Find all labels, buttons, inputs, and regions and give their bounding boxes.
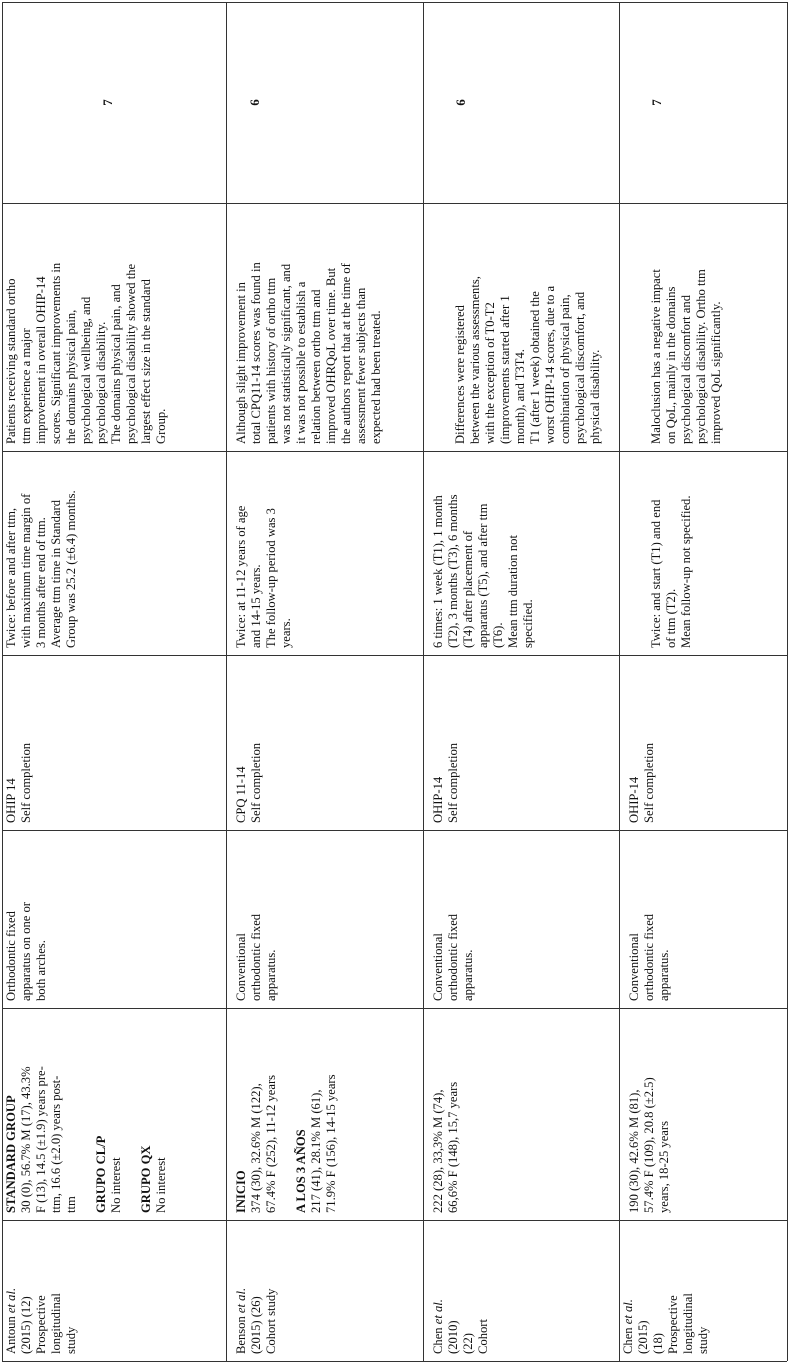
- group-heading: STANDARD GROUP: [4, 1095, 18, 1213]
- sample-line: No interest: [109, 1157, 123, 1213]
- author-line: (2015) (26): [249, 1296, 263, 1354]
- assessment-line: specified.: [521, 599, 535, 648]
- author-line: (2010): [446, 1320, 460, 1354]
- author-line: longitudinal: [49, 1293, 63, 1354]
- results-line: psychological disability showed the: [124, 263, 138, 444]
- author-et-al: et al.: [621, 1299, 635, 1325]
- results-line: on QoL, mainly in the domains: [664, 286, 678, 444]
- assessment-line: Group was 25.2 (±6.4) months.: [64, 490, 78, 648]
- treatment-line: Conventional: [234, 933, 248, 1001]
- author-line: Cohort: [476, 1319, 490, 1354]
- results-line: month), and T3T4.: [513, 349, 527, 444]
- instrument-line: CPQ 11-14: [234, 766, 248, 823]
- author-et-al: et al.: [234, 1287, 248, 1314]
- instrument-line: OHIP 14: [4, 778, 18, 823]
- sample-line: 67.4% F (252), 11-12 years: [264, 1074, 278, 1213]
- sample-line: F (13), 14.5 (±1.9) years pre-: [34, 1066, 48, 1213]
- assessment-line: apparatus (T5), and after ttm: [476, 503, 490, 648]
- assessment-line: Twice: before and after ttm,: [4, 507, 18, 648]
- results-line: the domains physical pain,: [64, 309, 78, 444]
- results-line: psychological wellbeing, and: [79, 296, 93, 444]
- author-line: (18): [651, 1333, 665, 1354]
- assessment-line: (T2), 3 months (T3), 6 months: [446, 494, 460, 648]
- author-line: Prospective: [666, 1295, 680, 1354]
- sample-line: ttm: [64, 1196, 78, 1213]
- assessment-line: of ttm (T2).: [664, 588, 678, 648]
- assessment-line: (T6).: [491, 622, 505, 648]
- sample-line: 190 (30), 42.6% M (81),: [627, 1089, 641, 1213]
- results-line: psychological disability. Ortho ttm: [694, 269, 708, 444]
- results-line: it was not possible to establish a: [294, 281, 308, 444]
- treatment-line: orthodontic fixed: [446, 913, 460, 1001]
- instrument-line: OHIP-14: [431, 776, 445, 823]
- instrument-line: Self completion: [642, 742, 656, 823]
- results-line: Patients receiving standard ortho: [4, 278, 18, 444]
- row-border: [787, 2, 788, 1361]
- treatment-line: Conventional: [627, 933, 641, 1001]
- group-heading: A LOS 3 AÑOS: [294, 1129, 308, 1213]
- sample-line: ttm, 16.6 (±2.0) years post-: [49, 1075, 63, 1213]
- results-line: total CPQ11-14 scores was found in: [249, 262, 263, 444]
- instrument-line: OHIP-14: [627, 776, 641, 823]
- column-border: [2, 1361, 787, 1362]
- sample-line: 66,6% F (148), 15,7 years: [446, 1081, 460, 1213]
- results-line: ttm experience a major: [19, 328, 33, 444]
- author-name: Chen: [431, 1327, 445, 1354]
- results-line: between the various assessments,: [468, 276, 482, 444]
- results-line: psychological discomfort and: [679, 295, 693, 444]
- results-line: The domains physical pain, and: [109, 284, 123, 444]
- results-line: Although slight improvement in: [234, 282, 248, 444]
- results-line: psychological discomfort, and: [573, 291, 587, 444]
- results-line: Maloclusion has a negative impact: [649, 269, 663, 444]
- sample-line: 30 (0), 56.7% M (17), 43.3%: [19, 1066, 33, 1213]
- assessment-line: Mean follow-up not specified.: [679, 495, 693, 648]
- author-line: (2015): [636, 1320, 650, 1354]
- quality-score: 6: [453, 99, 468, 106]
- assessment-line: (T4) after placement of: [461, 530, 475, 648]
- author-et-al: et al.: [431, 1299, 445, 1325]
- results-line: with the exception of T0-T2: [483, 302, 497, 444]
- assessment-line: and 14-15 years.: [249, 564, 263, 648]
- instrument-line: Self completion: [446, 742, 460, 823]
- results-line: relation between ortho ttm and: [309, 289, 323, 444]
- sample-line: 217 (41), 28.1% M (61),: [309, 1089, 323, 1213]
- assessment-line: Twice: at 11-12 years of age: [234, 505, 248, 648]
- results-line: improved QoL significantly.: [709, 301, 723, 444]
- results-line: improved OHRQoL over time. But: [324, 267, 338, 444]
- results-line: T1 (after 1 week) obtained the: [528, 291, 542, 444]
- group-heading: GRUPO CL/P: [94, 1135, 108, 1213]
- instrument-line: Self completion: [249, 742, 263, 823]
- treatment-line: apparatus.: [461, 949, 475, 1001]
- treatment-line: orthodontic fixed: [249, 913, 263, 1001]
- results-line: patients with history of ortho ttm: [264, 277, 278, 444]
- results-line: scores. Significant improvements in: [49, 262, 63, 444]
- author-name: Chen: [621, 1327, 635, 1354]
- author-line: Prospective: [34, 1295, 48, 1354]
- treatment-line: apparatus.: [657, 949, 671, 1001]
- assessment-line: 3 months after end of ttm.: [34, 517, 48, 648]
- results-line: Differences were registered: [453, 305, 467, 444]
- results-line: expected had been treated.: [369, 310, 383, 444]
- author-line: (2015) (12): [19, 1296, 33, 1354]
- sample-line: 222 (28), 33,3% M (74),: [431, 1089, 445, 1213]
- assessment-line: 6 times: 1 week (T1), 1 month: [431, 495, 445, 648]
- sample-line: 374 (30), 32.6% M (122),: [249, 1083, 263, 1213]
- treatment-line: both arches.: [34, 940, 48, 1001]
- results-line: the authors report that at the time of: [339, 263, 353, 444]
- author-line: study: [64, 1326, 78, 1354]
- group-heading: INICIO: [234, 1170, 248, 1213]
- author-line: study: [696, 1326, 710, 1354]
- assessment-line: Mean ttm duration not: [506, 535, 520, 648]
- results-line: assessment fewer subjects than: [354, 287, 368, 444]
- results-line: physical disability.: [588, 349, 602, 444]
- sample-line: No interest: [154, 1157, 168, 1213]
- results-line: psychological disability.: [94, 321, 108, 444]
- results-line: improvement in overall OHIP-14: [34, 276, 48, 444]
- quality-score: 7: [100, 99, 115, 106]
- results-line: combination of physical pain,: [558, 294, 572, 444]
- results-line: largest effect size in the standard: [139, 279, 153, 444]
- sample-line: years, 18-25 years: [657, 1121, 671, 1213]
- assessment-line: years.: [279, 618, 293, 648]
- treatment-line: apparatus on one or: [19, 902, 33, 1001]
- author-et-al: et al.: [4, 1287, 18, 1314]
- assessment-line: Twice: and start (T1) and end: [649, 499, 663, 648]
- author-name: Antoun: [4, 1316, 18, 1354]
- assessment-line: Average ttm time in Standard: [49, 499, 63, 648]
- sample-line: 57.4% F (109), 20.8 (±2.5): [642, 1077, 656, 1213]
- treatment-line: apparatus.: [264, 949, 278, 1001]
- author-line: longitudinal: [681, 1293, 695, 1354]
- treatment-line: orthodontic fixed: [642, 913, 656, 1001]
- quality-score: 7: [649, 99, 664, 106]
- assessment-line: with maximum time margin of: [19, 493, 33, 648]
- results-line: worst OHIP-14 scores, due to a: [543, 285, 557, 444]
- results-line: Group.: [154, 408, 168, 444]
- group-heading: GRUPO QX: [139, 1145, 153, 1213]
- results-line: (improvements started after 1: [498, 295, 512, 444]
- results-line: was not statistically significant, and: [279, 263, 293, 444]
- treatment-line: Orthodontic fixed: [4, 911, 18, 1001]
- sample-line: 71.9% F (156), 14-15 years: [324, 1074, 338, 1213]
- instrument-line: Self completion: [19, 742, 33, 823]
- author-name: Benson: [234, 1316, 248, 1354]
- quality-score: 6: [247, 99, 262, 106]
- author-line: (22): [461, 1333, 475, 1354]
- assessment-line: The follow-up period was 3: [264, 508, 278, 648]
- author-line: Cohort study: [264, 1288, 278, 1354]
- treatment-line: Conventional: [431, 933, 445, 1001]
